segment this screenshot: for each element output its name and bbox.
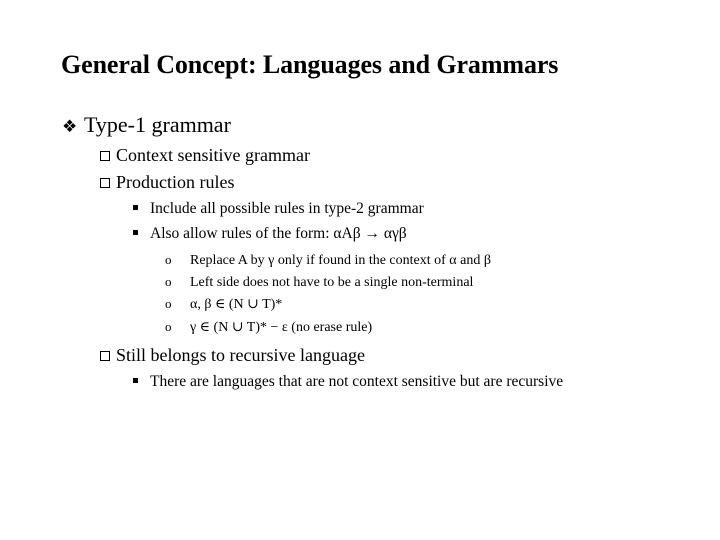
square-bullet-icon xyxy=(133,378,138,383)
bullet-text: Replace A by γ only if found in the context of α and β xyxy=(190,253,491,268)
detail-alpha-beta xyxy=(165,296,282,313)
bullet-text: Production rules xyxy=(116,172,235,192)
bullet-text: Left side does not have to be a single non-terminal xyxy=(190,275,474,290)
o-bullet: o xyxy=(165,296,172,311)
slide-title: General Concept: Languages and Grammars xyxy=(61,50,559,79)
checkbox-bullet-icon xyxy=(100,351,110,361)
square-bullet-icon xyxy=(133,230,138,235)
subbullet-allow-rules xyxy=(133,225,407,243)
detail-gamma xyxy=(165,319,372,336)
checkbox-bullet-icon xyxy=(100,178,110,188)
detail-replace-a xyxy=(165,252,491,269)
bullet-production-rules xyxy=(100,172,235,193)
square-bullet-icon xyxy=(133,205,138,210)
o-bullet: o xyxy=(165,319,172,334)
bullet-context-sensitive xyxy=(100,145,310,166)
bullet-text: Context sensitive grammar xyxy=(116,145,310,165)
bullet-text: Still belongs to recursive language xyxy=(116,345,365,365)
bullet-text: There are languages that are not context sensitive but are recursive xyxy=(150,373,564,390)
bullet-text: γ ∈ (N ∪ T)* − ε (no erase rule) xyxy=(190,320,373,335)
detail-left-side xyxy=(165,274,473,291)
o-bullet: o xyxy=(165,274,172,289)
bullet-text: Also allow rules of the form: αAβ → αγβ xyxy=(150,225,407,242)
diamond-bullet-icon: ❖ xyxy=(62,117,78,136)
subbullet-include-rules xyxy=(133,200,424,218)
bullet-text: Include all possible rules in type-2 grammar xyxy=(150,200,424,217)
bullet-text: Type-1 grammar xyxy=(84,112,231,137)
bullet-text: α, β ∈ (N ∪ T)* xyxy=(190,297,283,312)
bullet-type1-grammar xyxy=(62,112,231,138)
subbullet-not-context-sensitive xyxy=(133,373,563,391)
checkbox-bullet-icon xyxy=(100,151,110,161)
o-bullet: o xyxy=(165,252,172,267)
bullet-recursive-language xyxy=(100,345,365,366)
